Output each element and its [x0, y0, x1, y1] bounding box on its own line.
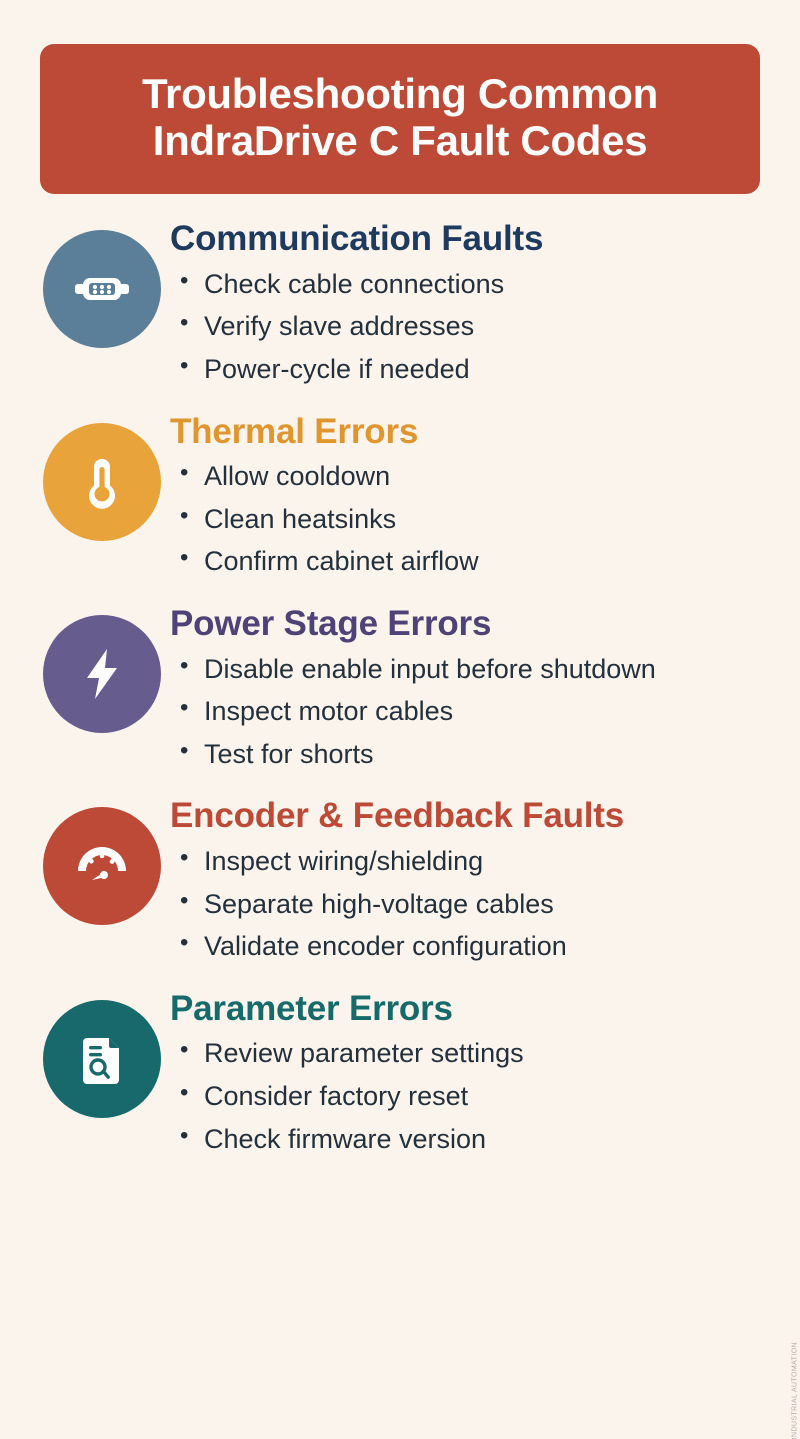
thermometer-icon — [43, 423, 161, 541]
list-item: • Validate encoder configuration — [170, 925, 760, 968]
section-body — [164, 797, 760, 967]
list-item: • Clean heatsinks — [170, 498, 760, 541]
bullet-list — [170, 648, 760, 776]
section-body — [164, 605, 760, 775]
icon-container — [40, 990, 164, 1118]
section-body — [164, 413, 760, 583]
bullet-list — [170, 1032, 760, 1160]
bullet-list — [170, 840, 760, 968]
bullet-list — [170, 455, 760, 583]
communication-module-icon — [43, 230, 161, 348]
section-heading: Power Stage Errors — [170, 604, 492, 643]
lightning-bolt-icon — [43, 615, 161, 733]
watermark-text: INDUSTRIAL AUTOMATION — [791, 1342, 798, 1439]
section-heading: Communication Faults — [170, 219, 544, 259]
section-thermal-errors — [40, 413, 760, 583]
section-parameter-errors — [40, 990, 760, 1160]
list-item: • Review parameter settings — [170, 1032, 760, 1075]
list-item: • Separate high-voltage cables — [170, 883, 760, 926]
title-banner — [40, 44, 760, 194]
page-title-line-2: IndraDrive C Fault Codes — [152, 117, 648, 165]
icon-container — [40, 220, 164, 348]
icon-container — [40, 413, 164, 541]
section-heading: Encoder & Feedback Faults — [170, 796, 625, 836]
list-item: • Test for shorts — [170, 733, 760, 776]
list-item: • Confirm cabinet airflow — [170, 540, 760, 583]
section-body — [164, 990, 760, 1160]
list-item: • Power-cycle if needed — [170, 348, 760, 391]
section-communication-faults — [40, 220, 760, 390]
page-title-line-1: Troubleshooting Common — [141, 70, 659, 117]
gauge-icon — [43, 807, 161, 925]
icon-container — [40, 797, 164, 925]
bullet-list — [170, 263, 760, 391]
list-item: • Consider factory reset — [170, 1075, 760, 1118]
list-item: • Inspect motor cables — [170, 690, 760, 733]
section-heading: Parameter Errors — [170, 988, 453, 1028]
section-encoder-feedback-faults — [40, 797, 760, 967]
list-item: • Inspect wiring/shielding — [170, 840, 760, 883]
section-body — [164, 220, 760, 390]
list-item: • Check cable connections — [170, 263, 760, 306]
section-heading: Thermal Errors — [170, 411, 419, 451]
list-item: • Allow cooldown — [170, 455, 760, 498]
icon-container — [40, 605, 164, 733]
list-item: • Check firmware version — [170, 1118, 760, 1161]
document-search-icon — [43, 1000, 161, 1118]
sections-list — [40, 220, 760, 1160]
section-power-stage-errors — [40, 605, 760, 775]
list-item: • Verify slave addresses — [170, 305, 760, 348]
infographic-page — [0, 44, 800, 1439]
list-item: • Disable enable input before shutdown — [170, 648, 760, 691]
